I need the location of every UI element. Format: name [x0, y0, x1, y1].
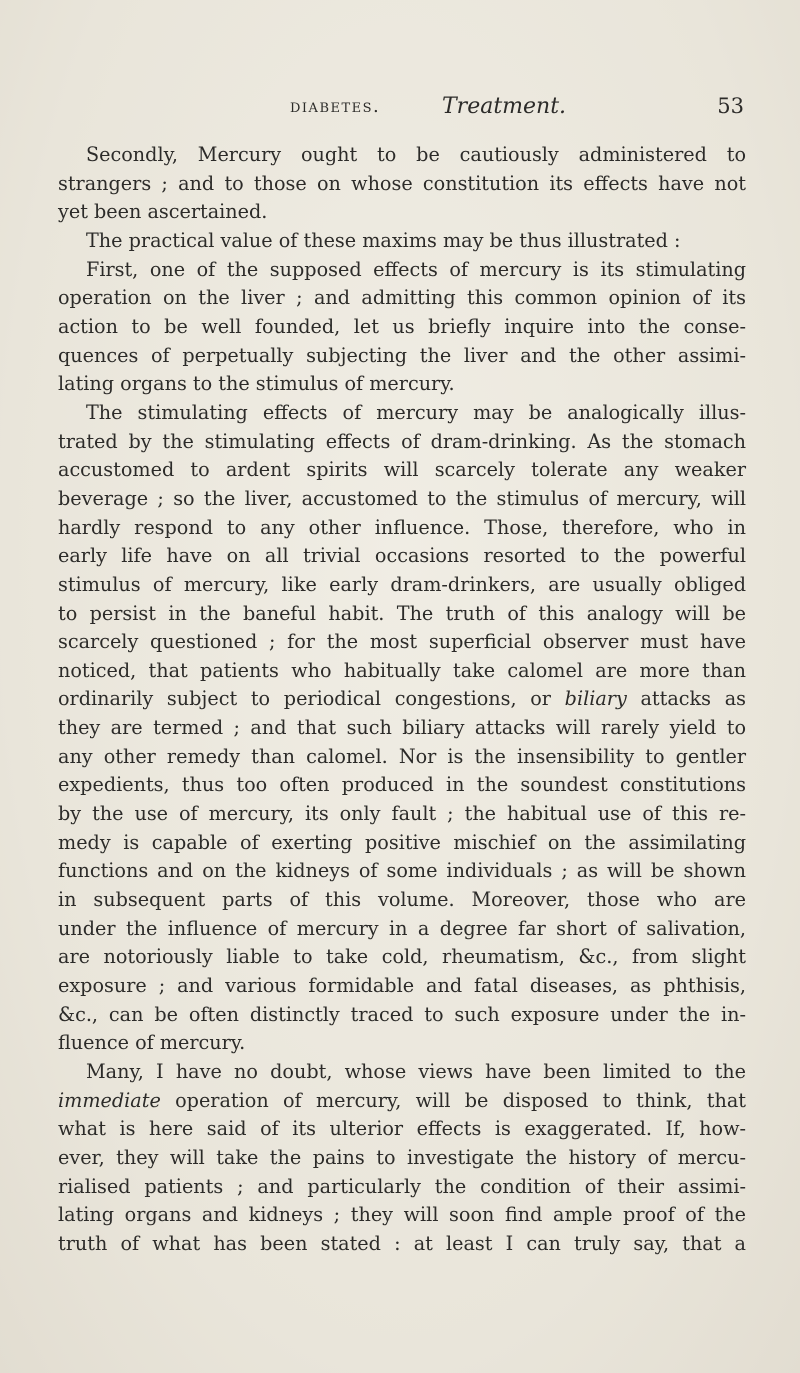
text-line: stimulus of mercury, like early dram-drinkers, are usually obliged [58, 572, 746, 596]
text-line: noticed, that patients who habitually take calomel are more than [58, 658, 746, 682]
text-line: accustomed to ardent spirits will scarcely tolerate any weaker [58, 458, 746, 482]
text-line: any other remedy than calomel. Nor is the insensibility to gentler [58, 744, 746, 768]
text-line: to persist in the baneful habit. The truth of this analogy will be [58, 601, 746, 625]
text-line: Many, I have no doubt, whose views have been limited to the [86, 1060, 746, 1083]
text-line: yet been ascertained. [58, 200, 268, 224]
text-segment: ordinarily subject to periodical congestions, or [58, 687, 565, 711]
text-line: medy is capable of exerting positive mischief on the assimilating [58, 830, 746, 854]
text-line: beverage ; so the liver, accustomed to the stimulus of mercury, will [58, 486, 746, 510]
text-line: operation on the liver ; and admitting this common opinion of its [58, 286, 746, 310]
running-title: diabetes. [290, 96, 381, 117]
text-line: Secondly, Mercury ought to be cautiously administered to [86, 143, 746, 166]
text-line: rialised patients ; and particularly the condition of their assimi- [58, 1174, 746, 1198]
italic-term: biliary [564, 687, 627, 711]
text-segment: attacks as [626, 687, 746, 711]
text-line: lating organs and kidneys ; they will soon find ample proof of the [58, 1203, 746, 1227]
text-line [58, 685, 746, 714]
text-line: expedients, thus too often produced in the soundest constitutions [58, 773, 746, 797]
section-title: Treatment. [442, 94, 567, 119]
text-line: lating organs to the stimulus of mercury. [58, 372, 455, 396]
running-header [0, 96, 800, 126]
text-line: functions and on the kidneys of some individuals ; as will be shown [58, 859, 746, 883]
text-line: by the use of mercury, its only fault ; the habitual use of this re- [58, 802, 746, 826]
text-line: exposure ; and various formidable and fatal diseases, as phthisis, [58, 974, 746, 998]
text-line: First, one of the supposed effects of mercury is its stimulating [86, 257, 746, 281]
text-line: under the influence of mercury in a degree far short of salivation, [58, 916, 746, 940]
text-line [58, 1087, 746, 1116]
text-line: &c., can be often distinctly traced to such exposure under the in- [58, 1002, 746, 1026]
text-line: are notoriously liable to take cold, rheumatism, &c., from slight [58, 945, 746, 969]
text-line: The stimulating effects of mercury may be analogically illus- [86, 400, 746, 424]
text-segment: operation of mercury, will be disposed to think, that [160, 1088, 746, 1112]
text-line: scarcely questioned ; for the most superficial observer must have [58, 630, 746, 654]
body-text [58, 141, 746, 1259]
text-line: fluence of mercury. [58, 1031, 246, 1055]
text-line: early life have on all trivial occasions resorted to the powerful [58, 544, 746, 568]
text-line: trated by the stimulating effects of dram-drinking. As the stomach [58, 429, 746, 453]
text-line: truth of what has been stated : at least I can truly say, that a [58, 1231, 746, 1255]
text-line: in subsequent parts of this volume. Moreover, those who are [58, 888, 746, 912]
text-line: action to be well founded, let us briefly inquire into the conse- [58, 314, 746, 338]
text-line: what is here said of its ulterior effects is exaggerated. If, how- [58, 1117, 746, 1141]
italic-term: immediate [58, 1088, 161, 1112]
page-number: 53 [717, 94, 744, 118]
text-line: they are termed ; and that such biliary attacks will rarely yield to [58, 716, 746, 740]
text-line: The practical value of these maxims may be thus illustrated : [86, 228, 681, 252]
text-line: quences of perpetually subjecting the liver and the other assimi- [58, 343, 746, 367]
text-line: strangers ; and to those on whose constitution its effects have not [58, 171, 746, 195]
text-line: hardly respond to any other influence. Those, therefore, who in [58, 515, 746, 539]
text-line: ever, they will take the pains to investigate the history of mercu- [58, 1145, 746, 1169]
